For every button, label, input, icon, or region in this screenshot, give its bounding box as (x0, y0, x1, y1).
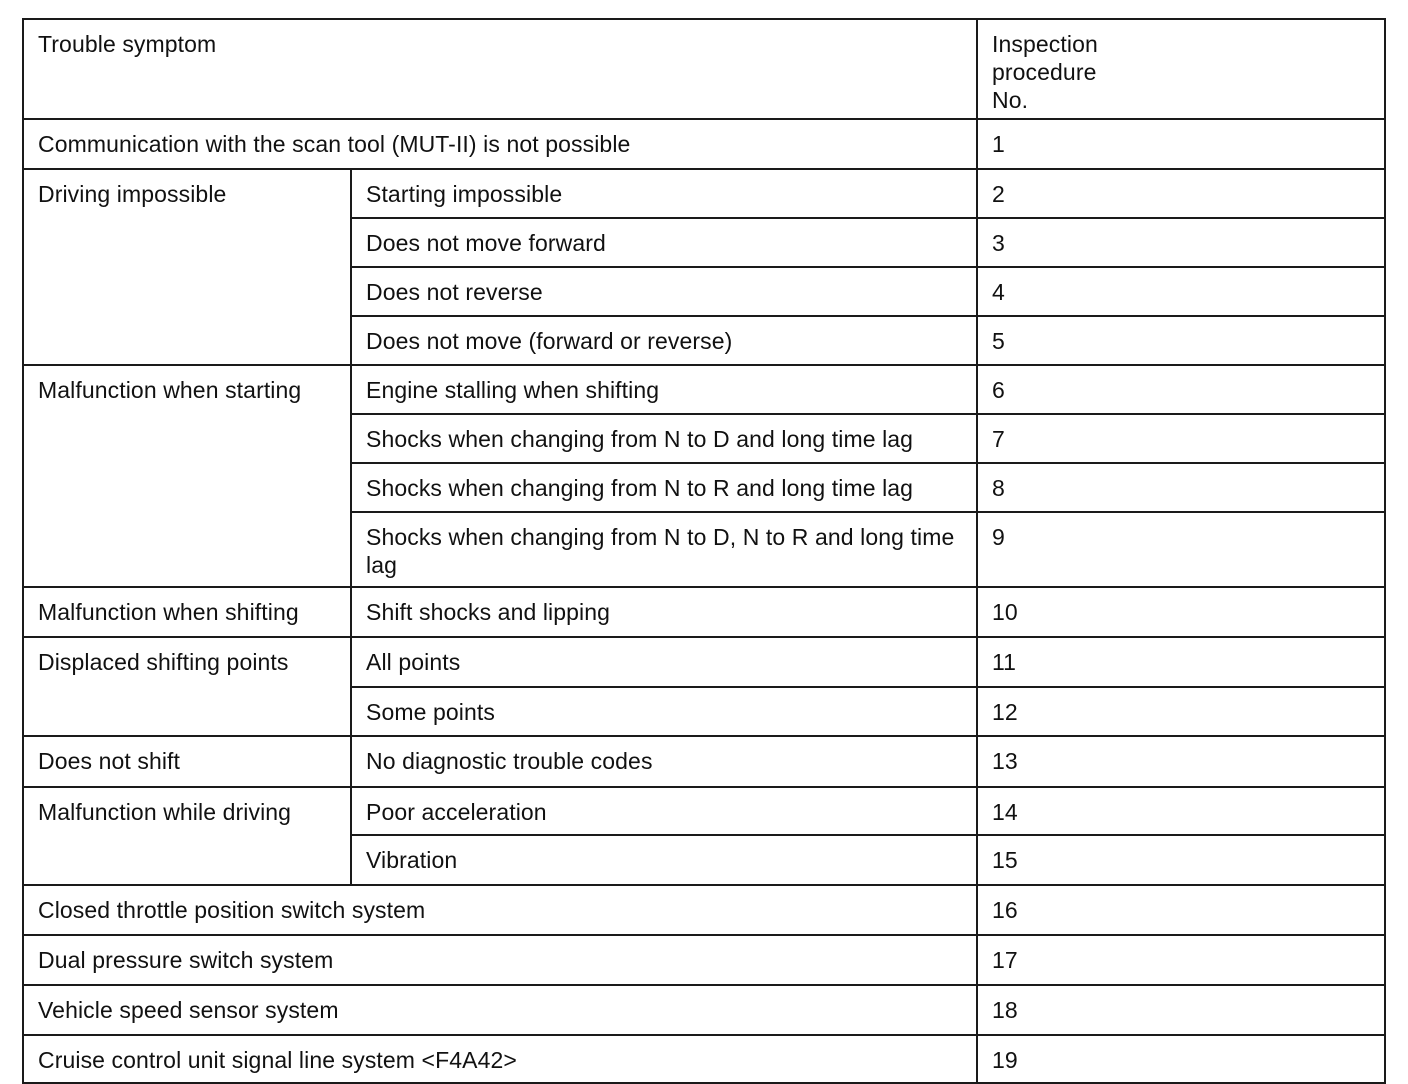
symptom-cell: Shocks when changing from N to D and long time lag (351, 414, 977, 463)
table-row (23, 169, 1385, 218)
symptom-cell: Dual pressure switch system (23, 935, 977, 985)
symptom-cell: Shocks when changing from N to D, N to R and long time lag (351, 512, 977, 587)
symptom-cell: Vehicle speed sensor system (23, 985, 977, 1035)
procedure-no-cell: 14 (977, 787, 1385, 835)
symptom-cell: Does not move (forward or reverse) (351, 316, 977, 365)
procedure-no-cell: 1 (977, 119, 1385, 169)
symptom-cell: Does not move forward (351, 218, 977, 267)
procedure-no-cell: 13 (977, 736, 1385, 787)
procedure-no-cell: 15 (977, 835, 1385, 885)
symptom-cell: Closed throttle position switch system (23, 885, 977, 935)
symptom-cell: No diagnostic trouble codes (351, 736, 977, 787)
header-trouble-symptom: Trouble symptom (23, 19, 977, 119)
symptom-cell: Vibration (351, 835, 977, 885)
symptom-cell: Does not reverse (351, 267, 977, 316)
symptom-cell: Engine stalling when shifting (351, 365, 977, 414)
procedure-no-cell: 6 (977, 365, 1385, 414)
table-header-row (23, 19, 1385, 119)
header-inspection-procedure-no: Inspection procedure No. (977, 19, 1385, 119)
table-row (23, 736, 1385, 787)
table-row (23, 119, 1385, 169)
table-row (23, 935, 1385, 985)
table-row (23, 637, 1385, 687)
symptom-group-cell: Malfunction while driving (23, 787, 351, 885)
symptom-cell: Poor acceleration (351, 787, 977, 835)
procedure-no-cell: 7 (977, 414, 1385, 463)
symptom-cell: Shift shocks and lipping (351, 587, 977, 637)
symptom-cell: Some points (351, 687, 977, 736)
symptom-cell: All points (351, 637, 977, 687)
procedure-no-cell: 10 (977, 587, 1385, 637)
procedure-no-cell: 9 (977, 512, 1385, 587)
symptom-group-cell: Does not shift (23, 736, 351, 787)
table-row (23, 985, 1385, 1035)
trouble-symptom-table (22, 18, 1386, 1084)
symptom-cell: Shocks when changing from N to R and long time lag (351, 463, 977, 512)
procedure-no-cell: 3 (977, 218, 1385, 267)
procedure-no-cell: 17 (977, 935, 1385, 985)
procedure-no-cell: 18 (977, 985, 1385, 1035)
procedure-no-cell: 8 (977, 463, 1385, 512)
symptom-group-cell: Driving impossible (23, 169, 351, 365)
table-row (23, 787, 1385, 835)
procedure-no-cell: 16 (977, 885, 1385, 935)
symptom-group-cell: Malfunction when starting (23, 365, 351, 587)
symptom-cell: Cruise control unit signal line system <F4A42> (23, 1035, 977, 1083)
table-row (23, 1035, 1385, 1083)
table-row (23, 587, 1385, 637)
table-row (23, 365, 1385, 414)
table-row (23, 885, 1385, 935)
procedure-no-cell: 12 (977, 687, 1385, 736)
procedure-no-cell: 4 (977, 267, 1385, 316)
symptom-cell: Starting impossible (351, 169, 977, 218)
procedure-no-cell: 11 (977, 637, 1385, 687)
symptom-group-cell: Malfunction when shifting (23, 587, 351, 637)
symptom-group-cell: Displaced shifting points (23, 637, 351, 736)
procedure-no-cell: 19 (977, 1035, 1385, 1083)
symptom-cell: Communication with the scan tool (MUT-II) is not possible (23, 119, 977, 169)
procedure-no-cell: 5 (977, 316, 1385, 365)
procedure-no-cell: 2 (977, 169, 1385, 218)
